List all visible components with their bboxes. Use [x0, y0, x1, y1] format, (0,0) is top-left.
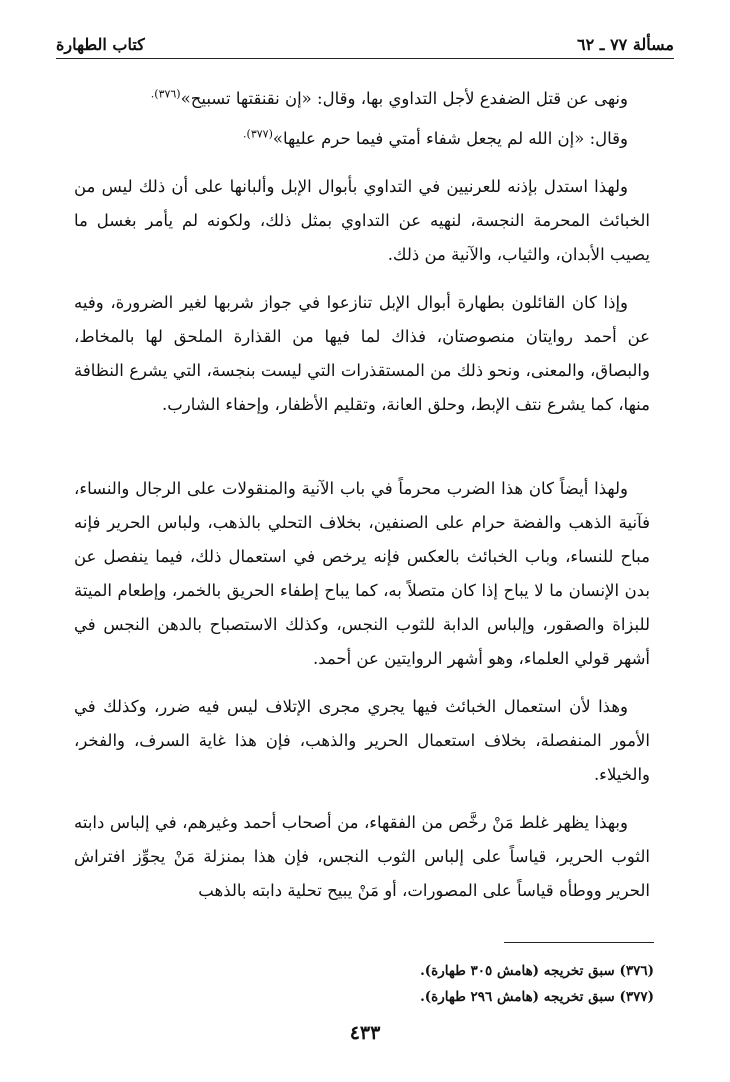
- footnote-ref: (٣٧٧).: [243, 127, 273, 141]
- header-book-title: كتاب الطهارة: [56, 35, 145, 54]
- page-number: ٤٣٣: [349, 1022, 381, 1044]
- footnote-divider: [504, 942, 654, 943]
- paragraph: وإذا كان القائلون بطهارة أبوال الإبل تنازعوا في جواز شربها لغير الضرورة، وفيه عن أحمد روايتان منصوصتان، فذاك لما فيها من القذارة الملحق لها بالمخاط، والبصاق، والمعنى، ونحو ذلك من المستقذرات التي ليست بنجسة، التي يشرع النظافة منها، كما يشرع نتف الإبط، وحلق العانة، وتقليم الأظفار، وإحفاء الشارب.: [74, 293, 650, 414]
- paragraph: وبهذا يظهر غلط مَنْ رخَّص من الفقهاء، من أصحاب أحمد وغيرهم، في إلباس دابته الثوب الحرير، قياساً على إلباس الثوب النجس، فإن هذا بمنزلة مَنْ يجوِّز افتراش الحرير ووطأه قياساً على المصورات، أو مَنْ يبيح تحلية دابته بالذهب: [74, 813, 650, 900]
- footnote: (٣٧٦) سبق تخريجه (هامش ٣٠٥ طهارة).: [420, 963, 654, 979]
- footnote: (٣٧٧) سبق تخريجه (هامش ٢٩٦ طهارة).: [420, 989, 654, 1005]
- paragraph: وهذا لأن استعمال الخبائث فيها يجري مجرى الإتلاف ليس فيه ضرر، وكذلك في الأمور المنفصلة، بخلاف استعمال الحرير والذهب، فإن هذا غاية السرف، والفخر، والخيلاء.: [74, 697, 650, 784]
- footnotes: [120, 958, 654, 1010]
- paragraph: ولهذا استدل بإذنه للعرنيين في التداوي بأبوال الإبل وألبانها على أن ذلك ليس من الخبائث المحرمة النجسة، لنهيه عن التداوي بمثل ذلك، ولكونه لم يأمر بغسل ما يصيب الأبدان، والثياب، والآنية من ذلك.: [74, 177, 650, 264]
- footnote-ref: (٣٧٦).: [150, 87, 181, 101]
- running-header: [56, 28, 674, 59]
- paragraph: ونهى عن قتل الضفدع لأجل التداوي بها، وقال: «إن نقنقتها تسبيح»$^{(٣٧٦).}$: [150, 87, 628, 108]
- paragraph: ولهذا أيضاً كان هذا الضرب محرماً في باب الآنية والمنقولات على الرجال والنساء، فآنية الذهب والفضة حرام على الصنفين، بخلاف التحلي بالذهب، ولباس الحرير فإنه مباح للنساء، وباب الخبائث بالعكس فإنه يرخص في استعمال ذلك، فيما ينفصل عن بدن الإنسان ما لا يباح إذا كان متصلاً به، كما يباح إطفاء الحريق بالخمر، وإطعام الميتة للبزاة والصقور، وإلباس الدابة للثوب النجس، وكذلك الاستصباح بالدهن النجس في أشهر قولي العلماء، وهو أشهر الروايتين عن أحمد.: [74, 479, 650, 668]
- header-issue-label: مسألة ٧٧ ـ ٦٢: [577, 35, 674, 54]
- paragraph: وقال: «إن الله لم يجعل شفاء أمتي فيما حرم عليها»$^{(٣٧٧).}$: [243, 127, 628, 148]
- main-text: [74, 82, 650, 922]
